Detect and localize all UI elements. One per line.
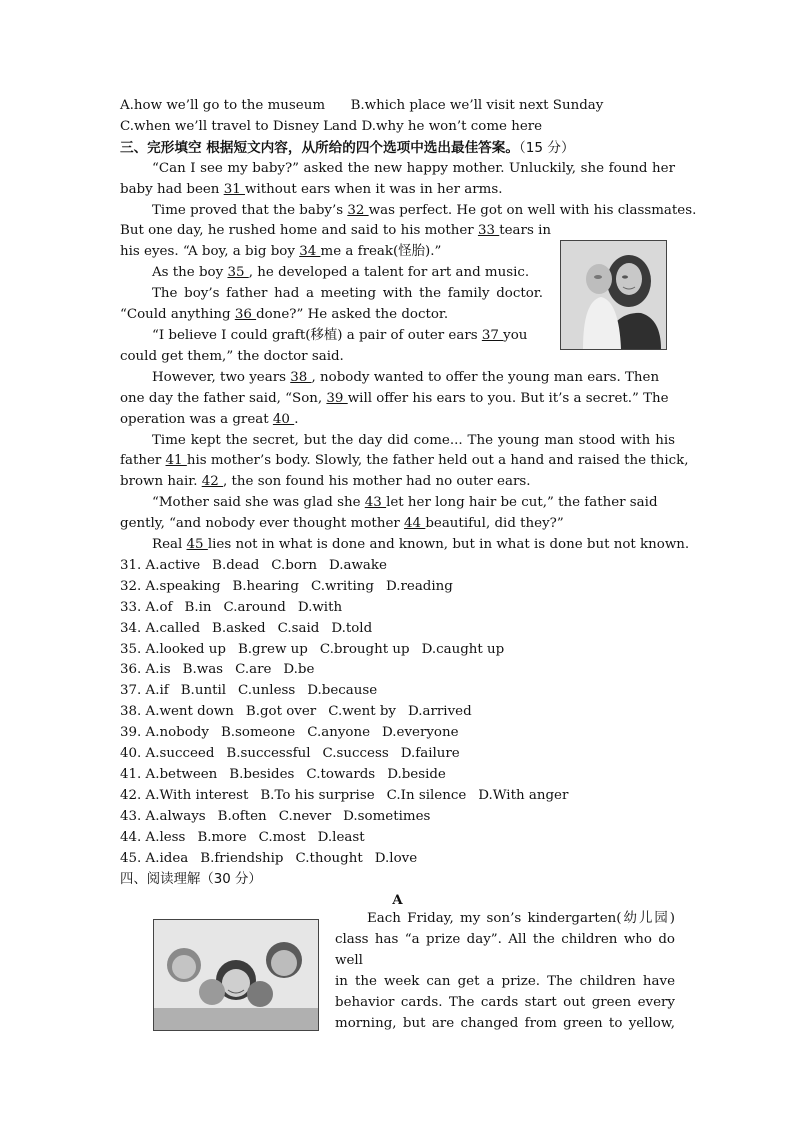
cloze-text: . (294, 411, 299, 427)
cloze-line (120, 389, 675, 410)
cloze-text: baby had been (120, 181, 224, 197)
children-image (154, 920, 318, 1030)
option-row (120, 765, 675, 786)
blank-38: 38 (290, 369, 312, 385)
option-choice: 31. A.active (120, 557, 201, 573)
reading-section-heading: 四、阅读理解（30 分） (120, 871, 262, 887)
passage-a-text (335, 909, 675, 1034)
option-row (120, 723, 675, 744)
option-row (120, 849, 675, 870)
option-choice: B.someone (220, 725, 296, 741)
cloze-text: , the son found his mother had no outer ears. (223, 474, 531, 490)
cloze-text: , nobody wanted to offer the young man ears. Then (311, 369, 660, 385)
cloze-text: his mother’s body. Slowly, the father held out a hand and raised the thick, (186, 453, 689, 469)
option-a: A.how we’ll go to the museum (120, 98, 326, 113)
option-choice: C.are (235, 662, 272, 678)
option-choice: D.be (283, 662, 315, 678)
option-choice: C.born (271, 557, 317, 573)
option-choice: B.until (180, 683, 227, 699)
option-choice: C.In silence (386, 787, 467, 803)
cloze-text: will offer his ears to you. But it’s a secret.” The (347, 390, 669, 406)
option-choice: C.around (223, 599, 286, 615)
cloze-line (120, 493, 675, 514)
cloze-line (120, 451, 689, 472)
option-choice: C.anyone (307, 725, 371, 741)
mother-child-image (561, 241, 666, 349)
option-b: B.which place we’ll visit next Sunday (350, 98, 604, 113)
option-choice: 35. A.looked up (120, 641, 226, 657)
cloze-text: one day the father said, “Son, (120, 390, 327, 406)
answer-options-list (120, 556, 675, 870)
option-choice: D.caught up (421, 641, 505, 657)
blank-42: 42 (201, 474, 224, 490)
option-row (120, 556, 675, 577)
cloze-text: But one day, he rushed home and said to his mother (120, 223, 478, 239)
option-row (120, 786, 675, 807)
option-row (120, 598, 675, 619)
cloze-text: was perfect. He got on well with his classmates. (368, 202, 697, 218)
option-choice: B.grew up (237, 641, 308, 657)
passage-line: behavior cards. The cards start out green every (335, 994, 675, 1010)
option-row (120, 744, 675, 765)
cloze-text: brown hair. (120, 474, 202, 490)
option-d: D.why he won’t come here (361, 118, 543, 134)
cloze-text: beautiful, did they?” (425, 516, 564, 532)
option-choice: D.with (297, 599, 343, 615)
passage-line: morning, but are changed from green to yellow, (335, 1015, 675, 1031)
option-choice: D.because (307, 683, 378, 699)
cloze-text: As the boy (152, 265, 228, 281)
option-choice: D.failure (400, 746, 460, 762)
option-choice: 41. A.between (120, 767, 218, 782)
option-row (120, 702, 675, 723)
option-choice: 45. A.idea (120, 850, 189, 866)
blank-36: 36 (234, 307, 257, 323)
cloze-line (120, 201, 697, 222)
blank-44: 44 (404, 516, 426, 532)
cloze-line (120, 514, 675, 535)
cloze-text: me a freak(怪胎).” (320, 244, 442, 260)
option-choice: B.got over (245, 704, 317, 720)
cloze-line (120, 535, 690, 556)
blank-35: 35 (227, 265, 249, 281)
option-choice: B.To his surprise (260, 787, 375, 803)
option-row (120, 640, 675, 661)
cloze-line: The boy’s father had a meeting with the family doctor. (152, 286, 543, 302)
option-choice: C.said (277, 620, 320, 636)
option-choice: 39. A.nobody (120, 725, 209, 741)
option-choice: 43. A.always (120, 808, 206, 824)
cloze-heading-text: 三、完形填空 根据短文内容，从所给的四个选项中选出最佳答案。 (120, 139, 519, 156)
cloze-text: done?” He asked the doctor. (256, 307, 449, 323)
cloze-text: “Could anything (120, 307, 235, 323)
option-choice: B.besides (229, 767, 295, 782)
option-choice: B.asked (212, 620, 266, 636)
blank-45: 45 (186, 537, 208, 553)
passage-label: A (392, 892, 403, 909)
option-choice: D.arrived (408, 704, 472, 720)
blank-37: 37 (481, 327, 504, 343)
cloze-text: “I believe I could graft(移植) a pair of outer ears (152, 327, 482, 343)
blank-43: 43 (364, 495, 387, 511)
option-choice: 36. A.is (120, 662, 171, 678)
option-row (120, 681, 675, 702)
worksheet-page (120, 96, 697, 911)
option-choice: 37. A.if (120, 683, 169, 699)
option-choice: B.dead (212, 557, 260, 573)
option-row (120, 619, 675, 640)
option-choice: B.friendship (200, 850, 284, 866)
passage-line: in the week can get a prize. The children have (335, 973, 675, 989)
blank-39: 39 (326, 390, 348, 406)
cloze-text: lies not in what is done and known, but in what is done but not known. (207, 537, 690, 553)
option-choice: D.told (331, 620, 373, 636)
blank-33: 33 (477, 223, 500, 239)
option-row (120, 660, 675, 681)
cloze-text: without ears when it was in her arms. (244, 181, 503, 197)
option-choice: D.With anger (478, 787, 569, 803)
option-choice: D.love (374, 850, 418, 866)
option-choice: D.sometimes (343, 808, 431, 824)
cloze-text: operation was a great (120, 411, 273, 427)
cloze-line (120, 410, 675, 431)
option-choice: D.least (317, 829, 365, 845)
option-row (120, 577, 675, 598)
cloze-line (120, 180, 675, 201)
option-choice: 40. A.succeed (120, 746, 215, 762)
option-choice: B.often (217, 808, 267, 824)
option-choice: D.everyone (382, 725, 459, 741)
cloze-text: his eyes. “A boy, a big boy (120, 244, 300, 260)
cloze-text: , he developed a talent for art and music. (248, 265, 530, 281)
cloze-text: let her long hair be cut,” the father said (386, 495, 658, 511)
option-choice: B.successful (226, 746, 311, 762)
blank-40: 40 (272, 411, 295, 427)
cloze-line: “Can I see my baby?” asked the new happy mother. Unluckily, she found her (152, 160, 675, 176)
prev-question-options-row1 (120, 96, 675, 117)
cloze-line (120, 368, 675, 389)
cloze-text: Time proved that the baby’s (152, 202, 348, 218)
cloze-line: could get them,” the doctor said. (120, 348, 344, 364)
cloze-text: you (503, 327, 528, 343)
option-choice: C.brought up (319, 641, 410, 657)
option-choice: C.writing (310, 578, 374, 594)
cloze-text: However, two years (152, 369, 291, 385)
option-row (120, 828, 675, 849)
cloze-text: tears in (499, 223, 551, 239)
option-choice: B.hearing (232, 578, 299, 594)
blank-34: 34 (299, 244, 321, 260)
option-c: C.when we’ll travel to Disney Land (120, 118, 358, 134)
option-choice: D.awake (328, 557, 387, 573)
passage-line: Each Friday, my son’s kindergarten(幼儿园) (367, 911, 675, 926)
cloze-text: “Mother said she was glad she (152, 495, 365, 511)
option-choice: C.never (278, 808, 332, 824)
option-choice: 34. A.called (120, 620, 201, 636)
cloze-text: gently, “and nobody ever thought mother (120, 516, 405, 532)
option-choice: 33. A.of (120, 599, 173, 615)
blank-41: 41 (165, 453, 187, 469)
prev-question-options-row2 (120, 117, 675, 138)
option-row (120, 807, 675, 828)
cloze-text: Real (152, 537, 187, 553)
option-choice: 42. A.With interest (120, 787, 249, 803)
option-choice: C.towards (306, 767, 376, 782)
option-choice: C.most (258, 829, 306, 845)
cloze-line (120, 472, 675, 493)
mother-and-baby-photo (560, 240, 667, 350)
option-choice: B.more (197, 829, 247, 845)
cloze-text: father (120, 453, 166, 469)
passage-line: class has “a prize day”. All the children who do well (335, 931, 675, 968)
option-choice: D.reading (385, 578, 453, 594)
blank-31: 31 (223, 181, 245, 197)
option-choice: B.in (184, 599, 212, 615)
option-choice: 32. A.speaking (120, 578, 221, 594)
option-choice: 44. A.less (120, 829, 186, 845)
cloze-section-heading (120, 138, 675, 159)
children-group-photo (153, 919, 319, 1031)
option-choice: C.thought (295, 850, 363, 866)
option-choice: C.unless (238, 683, 296, 699)
option-choice: B.was (182, 662, 224, 678)
option-choice: 38. A.went down (120, 704, 234, 720)
cloze-line: Time kept the secret, but the day did come... The young man stood with his (152, 432, 675, 448)
blank-32: 32 (347, 202, 369, 218)
option-choice: C.success (322, 746, 389, 762)
option-choice: C.went by (328, 704, 396, 720)
cloze-score: （15 分） (518, 139, 575, 156)
option-choice: D.beside (387, 767, 446, 782)
